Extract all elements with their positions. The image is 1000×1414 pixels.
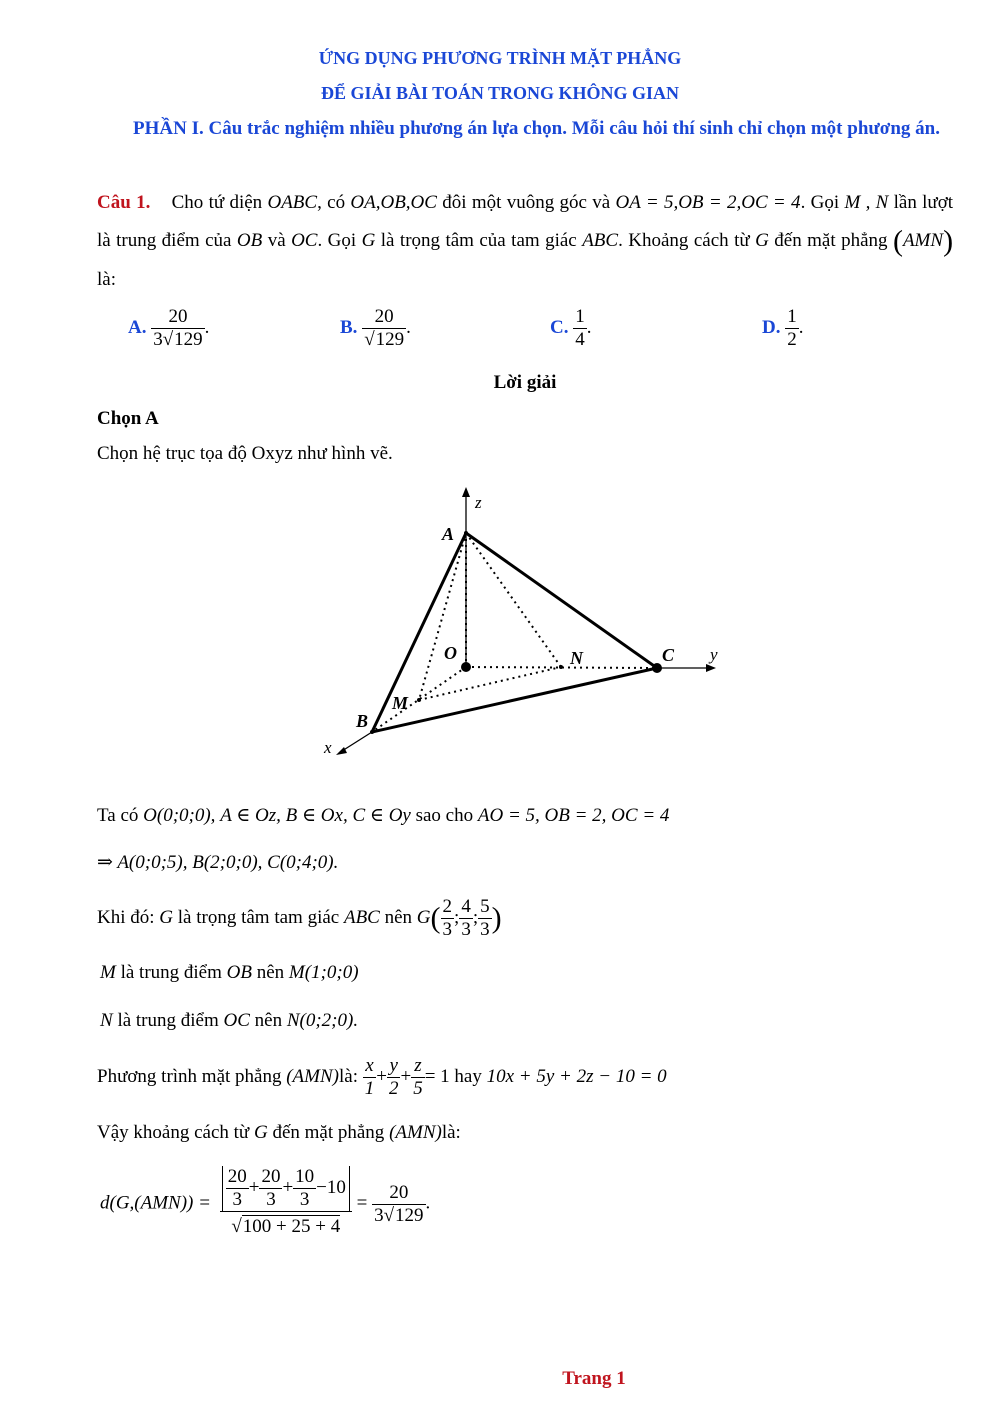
title-line-2: ĐỂ GIẢI BÀI TOÁN TRONG KHÔNG GIAN [320,83,680,103]
option-a-num: 20 [151,306,204,329]
g-z-num: 5 [480,896,490,917]
line7-a: Vậy khoảng cách từ [97,1122,250,1143]
option-a-rad: 129 [174,329,203,350]
q-text-5: lần lượt là trung điểm của [97,192,954,251]
part-heading: PHẦN I. Câu trắc nghiệm nhiều phương án lựa chọn. Mỗi câu hỏi thí sinh chỉ chọn một phương án. [133,118,940,139]
g-y-den: 3 [461,919,471,940]
option-c-num: 1 [575,306,585,327]
line1-d: sao cho [415,805,474,826]
question-text: Câu 1. Cho tứ diện OABC, có OA,OB,OC đôi một vuông góc và OA = 5,OB = 2,OC = 4. Gọi M , N lần lượt là trung điểm của OB và OC. Gọi G là trọng tâm của tam giác ABC. Khoảng cách từ G đến mặt phẳng (AMN) là: [97,192,954,290]
solution-line-1 [97,804,669,827]
q-text-10: đến [774,230,802,251]
edge-ac [466,533,657,668]
label-z: z [475,493,482,512]
option-c-den: 4 [575,329,585,350]
option-d-den: 2 [787,329,797,350]
q-amn: AMN [902,230,944,251]
option-a-coef: 3 [153,329,163,350]
option-b-num: 20 [362,306,406,329]
label-a: A [442,524,455,544]
line6-a: Phương trình mặt phẳng [97,1065,282,1087]
line3-d: ABC [343,906,380,928]
edge-an [466,533,561,667]
label-m: M [392,693,409,713]
line1-a: Ta có [97,805,139,826]
x-axis [342,732,372,751]
q-g: G [361,230,376,251]
label-x: x [324,738,332,757]
z-arrow [462,487,470,497]
solution-setup: Chọn hệ trục tọa độ Oxyz như hình vẽ. [97,443,393,464]
q-text-3: đôi một vuông góc và [442,192,611,213]
line3-b: G [159,906,174,928]
solution-line-7 [97,1122,461,1144]
line6-d: hay [454,1065,482,1087]
line3-e: nên [384,906,413,928]
solution-line-3: Khi đó: G là trọng tâm tam giác ABC nên G( $\frac{2}{3}$ ; $\frac{4}{3}$ ; $\frac{5}{3}$ ) [97,896,502,940]
line5-b: là trung điểm [117,1010,219,1031]
line4-e: M(1;0;0) [288,962,359,983]
q-text-9: . Khoảng cách từ [618,230,750,251]
q-text-4: . Gọi [800,192,840,213]
option-a[interactable]: A. $\frac{20}{3√129}$ . [128,306,210,350]
q-oc: OC [291,230,318,251]
line3-a: Khi đó: [97,906,155,928]
label-o: O [444,643,457,663]
q-edges: OA,OB,OC [350,192,437,213]
line3-c: là trọng tâm tam giác [177,906,340,928]
option-c-letter: C. [550,316,569,338]
g-z-den: 3 [480,919,490,940]
q-abc: ABC [582,230,619,251]
label-n: N [570,648,583,668]
line5-c: OC [223,1010,250,1031]
page-number: Trang 1 [562,1368,626,1389]
point-a [464,531,468,535]
q-ob: OB [236,230,263,251]
option-c[interactable]: C. $\frac{1}{4}$ . [550,306,592,350]
g-y-num: 4 [461,896,471,917]
line1-e: AO = 5, OB = 2, OC = 4 [477,805,670,826]
q-mn: M , N [844,192,889,213]
line6-c: là: [339,1065,358,1087]
option-d-num: 1 [787,306,797,327]
line4-b: là trung điểm [120,962,222,983]
question-label: Câu 1. [97,192,151,213]
solution-choice: Chọn A [97,408,159,429]
q-lengths: OA = 5,OB = 2,OC = 4 [615,192,801,213]
point-c [652,663,662,673]
option-b[interactable]: B. $\frac{20}{√129}$ . [340,306,411,350]
dist-result-coef: 3 [374,1204,384,1226]
option-d-letter: D. [762,316,781,338]
line7-e: là: [441,1122,461,1143]
dist-result-num: 20 [372,1182,425,1205]
tetrahedron-figure [320,485,740,765]
q-text-6: và [267,230,286,251]
point-b [370,730,374,734]
line4-c: OB [226,962,252,983]
option-b-rad: 129 [375,329,405,350]
line6-e: 10x + 5y + 2z − 10 = 0 [486,1065,667,1087]
line4-d: nên [256,962,285,983]
label-c: C [662,645,675,665]
distance-formula: d(G,(AMN)) = $\frac{20}{3}$ + $\frac{20}{3}$ + $\frac{10}{3}$ −10 √100 + 25 + 4 = $\frac{20}{3√129}$ . [100,1166,431,1237]
g-x-den: 3 [442,919,453,940]
q-text-8: là trọng tâm của tam giác [380,230,577,251]
line6-b: (AMN) [286,1065,339,1087]
solution-line-4 [100,962,359,984]
label-b: B [356,711,369,731]
line7-b: G [253,1122,268,1143]
q-g2: G [755,230,769,251]
line5-a: N [100,1010,113,1031]
q-text-7: . Gọi [317,230,357,251]
line1-b: O(0;0;0), [143,805,216,826]
solution-line-6: Phương trình mặt phẳng (AMN)là: $\frac{x}{1}$ + $\frac{y}{2}$ + $\frac{z}{5}$ = 1 hay 10x + 5y + 2z − 10 = 0 [97,1055,667,1099]
edge-bc [372,668,657,732]
point-n [559,665,563,669]
g-x-num: 2 [442,896,453,917]
dist-rad: 100 + 25 + 4 [242,1216,341,1237]
option-b-letter: B. [340,316,358,338]
dist-lhs: d(G,(AMN)) = [100,1192,211,1214]
label-y: y [710,645,718,664]
q-text-12: là: [97,268,116,290]
solution-line-5 [100,1010,358,1032]
option-d[interactable]: D. $\frac{1}{2}$ . [762,306,804,350]
dist-result-rad: 129 [395,1204,424,1226]
q-oabc: OABC [267,192,318,213]
line7-d: (AMN) [389,1122,442,1143]
line5-d: nên [254,1010,283,1031]
line1-c: A ∈ Oz, B ∈ Ox, C ∈ Oy [220,805,411,826]
point-m [417,698,421,702]
solution-heading: Lời giải [493,372,557,393]
y-arrow [706,664,716,672]
q-text-2: , có [317,192,346,213]
point-o [461,662,471,672]
title-line-1: ỨNG DỤNG PHƯƠNG TRÌNH MẶT PHẲNG [318,48,682,68]
line7-c: đến mặt phẳng [272,1122,385,1143]
line4-a: M [100,962,116,983]
line5-e: N(0;2;0). [286,1010,359,1031]
option-a-letter: A. [128,316,147,338]
solution-line-2: ⇒ A(0;0;5), B(2;0;0), C(0;4;0). [97,852,339,873]
q-text-11: mặt phẳng [807,230,888,251]
q-text-1: Cho tứ diện [171,192,263,213]
edge-ab [372,533,466,732]
